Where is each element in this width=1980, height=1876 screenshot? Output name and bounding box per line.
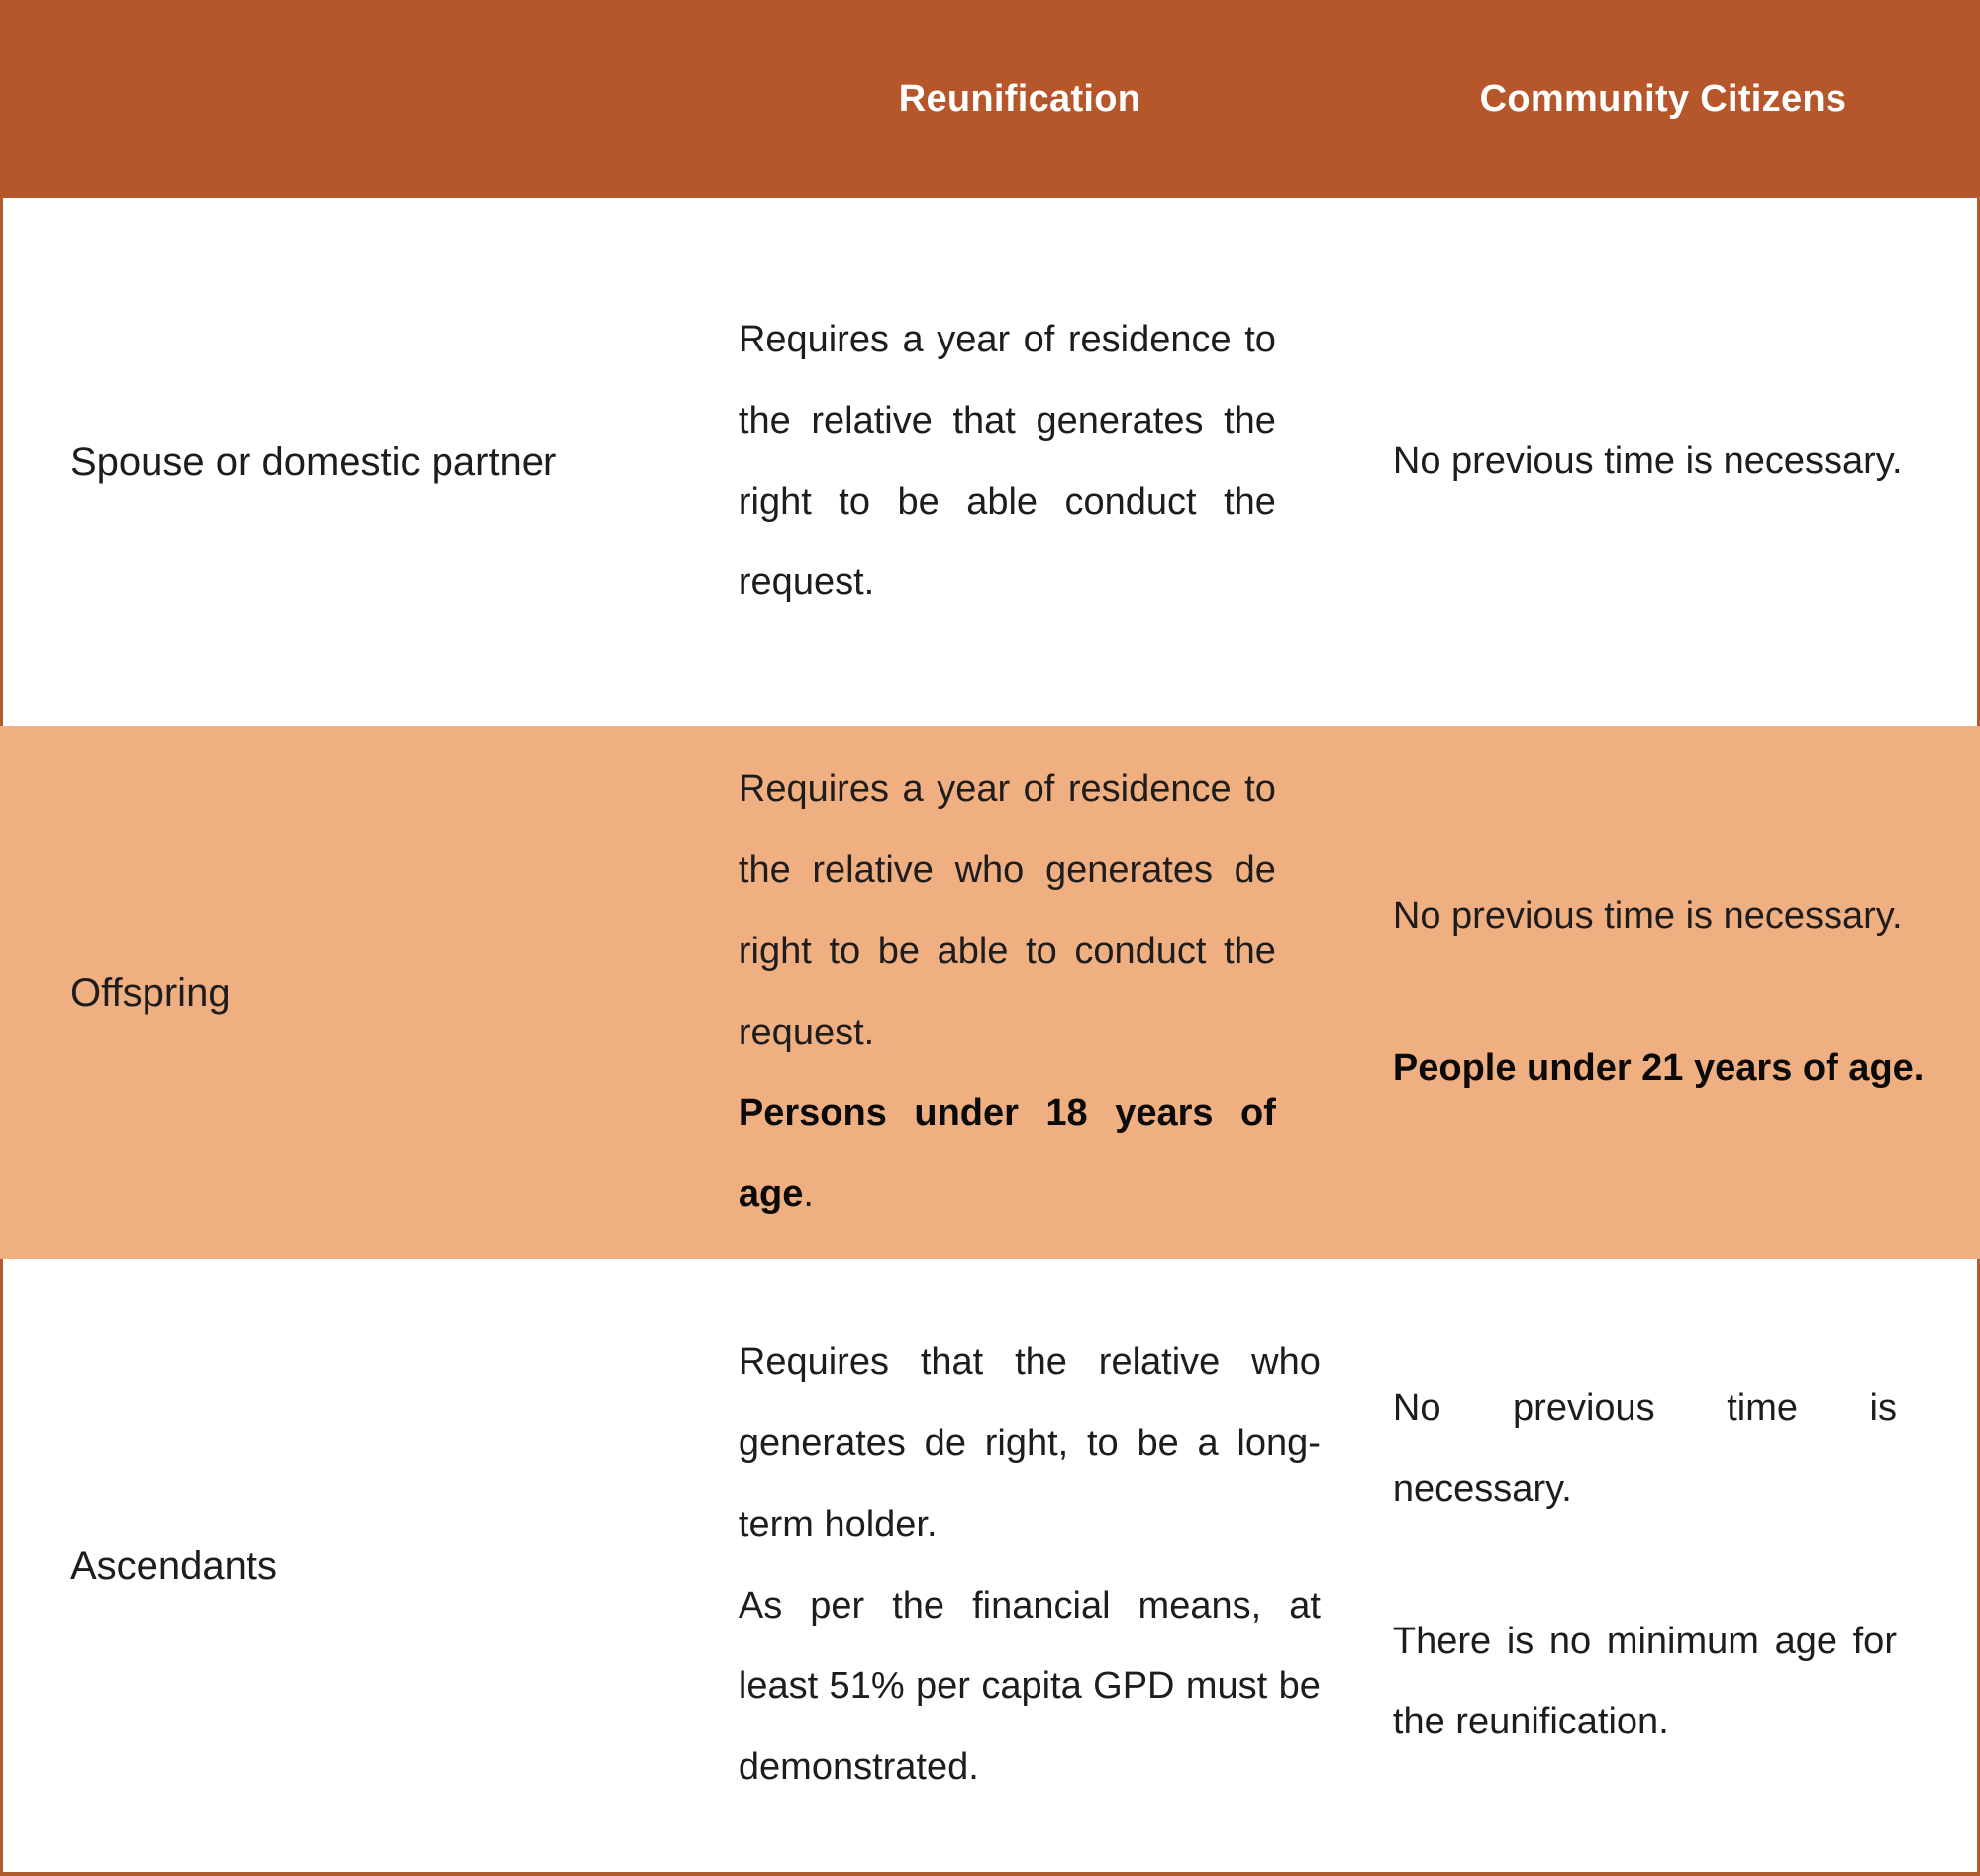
cell-text-suffix: . — [803, 1172, 814, 1215]
cell-text: Requires a year of residence to the relative who generates de right to be able to conduct the request. — [738, 768, 1276, 1053]
cell-text: Requires a year of residence to the relative that generates the right to be able conduct the request. — [738, 319, 1276, 604]
community-citizens-cell — [1345, 198, 1977, 726]
cell-text: As per the financial means, at least 51% per capita GPD must be demonstrated. — [738, 1584, 1321, 1788]
category-cell — [3, 198, 694, 726]
cell-text: Requires that the relative who generates de right, to be a long-term holder. — [738, 1341, 1321, 1545]
community-citizens-cell — [1345, 1259, 1977, 1872]
community-citizens-cell — [1345, 726, 1977, 1259]
category-label: Ascendants — [70, 1543, 278, 1588]
table-header-row — [0, 0, 1980, 198]
reunification-cell — [694, 1259, 1345, 1872]
table-row-ascendants — [3, 1259, 1977, 1872]
category-label: Spouse or domestic partner — [70, 440, 557, 484]
header-cell-reunification: Reunification — [898, 77, 1141, 120]
cell-text: No previous time is necessary. — [1392, 894, 1903, 937]
cell-text — [739, 1073, 1276, 1234]
cell-text — [1393, 1029, 1930, 1110]
category-cell — [3, 1259, 694, 1872]
category-label: Offspring — [70, 970, 231, 1015]
bold-text: Persons under 18 years of age — [738, 1092, 1276, 1215]
reunification-cell — [694, 726, 1345, 1259]
cell-text: No previous time is necessary. — [1392, 1387, 1897, 1510]
table-row-spouse — [3, 198, 1977, 726]
cell-text: There is no minimum age for the reunification. — [1392, 1620, 1897, 1743]
bold-text: People under 21 years of age. — [1392, 1046, 1925, 1089]
header-cell-community-citizens: Community Citizens — [1479, 77, 1847, 120]
category-cell — [3, 726, 694, 1259]
table-row-offspring — [0, 726, 1980, 1259]
cell-text: No previous time is necessary. — [1392, 440, 1903, 482]
reunification-cell — [694, 198, 1345, 726]
